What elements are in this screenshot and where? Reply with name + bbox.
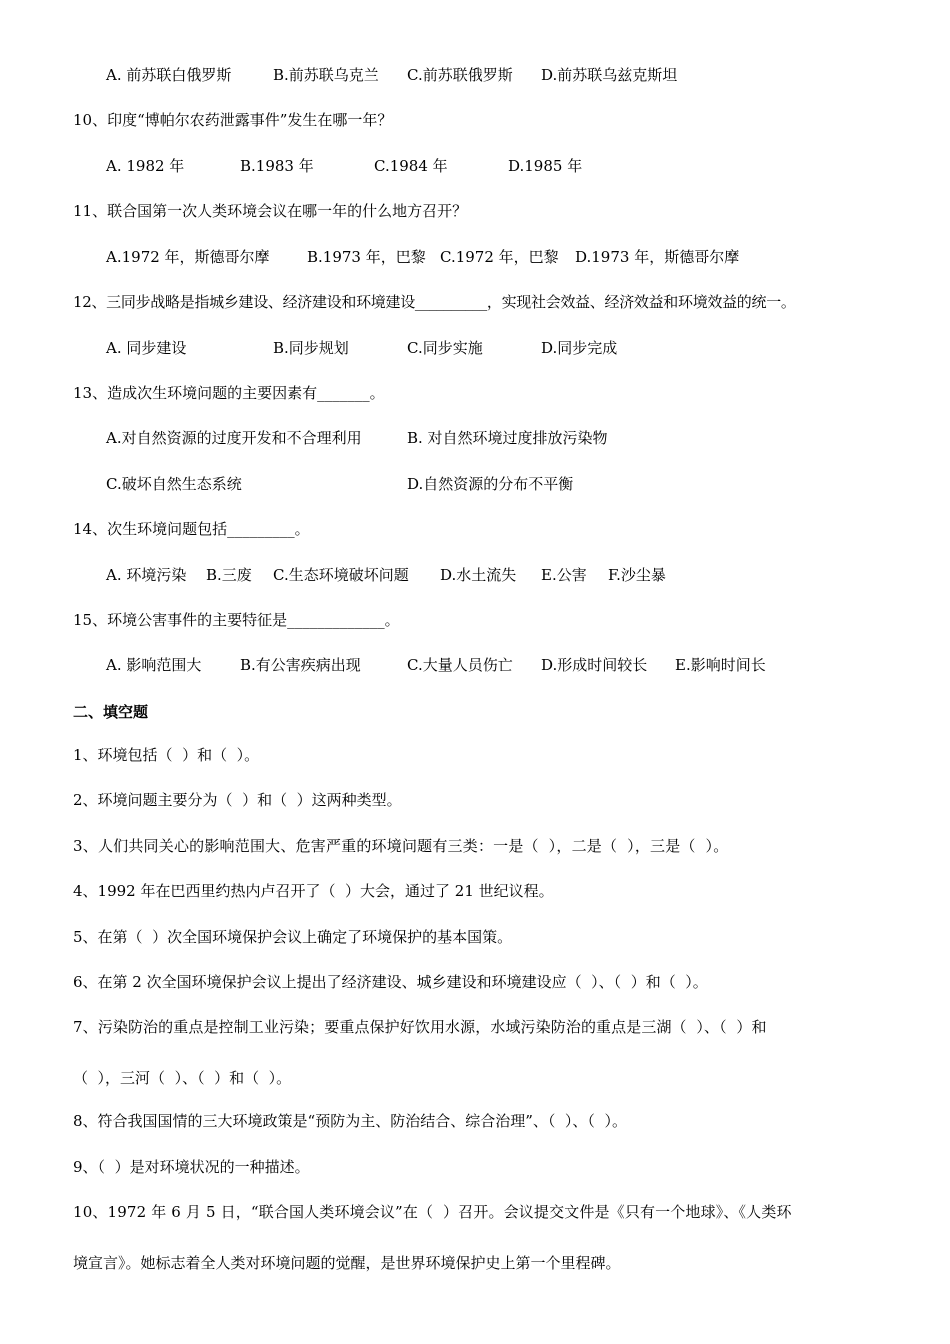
q9-option-c: C.前苏联俄罗斯 [407,66,513,84]
q12-option-b: B.同步规划 [273,339,349,357]
question-15: 15、环境公害事件的主要特征是_____________。 [73,611,400,629]
fill-question-10-line-1: 10、1972 年 6 月 5 日，“联合国人类环境会议”在（ ）召开。会议提交文件是《只有一个地球》、《人类环 [73,1203,792,1221]
section-heading-fill-blank: 二、填空题 [73,703,149,721]
q12-option-c: C.同步实施 [407,339,483,357]
q14-option-a: A. 环境污染 [106,566,187,584]
q13-option-c: C.破坏自然生态系统 [106,475,242,493]
fill-question-2: 2、环境问题主要分为（ ）和（ ）这两种类型。 [73,791,402,809]
fill-question-3: 3、人们共同关心的影响范围大、危害严重的环境问题有三类：一是（ ），二是（ ），三是（ ）。 [73,837,729,855]
question-12: 12、三同步战略是指城乡建设、经济建设和环境建设__________，实现社会效益、经济效益和环境效益的统一。 [73,293,796,311]
q14-option-b: B.三废 [206,566,252,584]
q14-option-d: D.水土流失 [440,566,517,584]
fill-question-5: 5、在第（ ）次全国环境保护会议上确定了环境保护的基本国策。 [73,928,513,946]
question-14: 14、次生环境问题包括_________。 [73,520,310,538]
fill-question-6: 6、在第 2 次全国环境保护会议上提出了经济建设、城乡建设和环境建设应（ ）、（ ）和（ ）。 [73,973,708,991]
q12-option-a: A. 同步建设 [106,339,187,357]
q11-option-c: C.1972 年，巴黎 [440,248,559,266]
q15-option-e: E.影响时间长 [675,656,766,674]
q11-option-d: D.1973 年，斯德哥尔摩 [575,248,740,266]
q14-option-e: E.公害 [541,566,587,584]
fill-question-9: 9、（ ）是对环境状况的一种描述。 [73,1158,310,1176]
q13-option-b: B. 对自然环境过度排放污染物 [407,429,608,447]
fill-question-4: 4、1992 年在巴西里约热内卢召开了（ ）大会，通过了 21 世纪议程。 [73,882,554,900]
fill-question-7-line-2: （ ），三河（ ）、（ ）和（ ）。 [73,1069,292,1087]
q14-option-f: F.沙尘暴 [608,566,666,584]
fill-question-10-line-2: 境宣言》。她标志着全人类对环境问题的觉醒，是世界环境保护史上第一个里程碑。 [73,1254,621,1272]
q10-option-c: C.1984 年 [374,157,448,175]
q9-option-d: D.前苏联乌兹克斯坦 [541,66,678,84]
q11-option-b: B.1973 年，巴黎 [307,248,426,266]
fill-question-1: 1、环境包括（ ）和（ ）。 [73,746,260,764]
q9-option-a: A. 前苏联白俄罗斯 [106,66,232,84]
fill-question-8: 8、符合我国国情的三大环境政策是“预防为主、防治结合、综合治理”、（ ）、（ ）。 [73,1112,627,1130]
q11-option-a: A.1972 年，斯德哥尔摩 [106,248,270,266]
q9-option-b: B.前苏联乌克兰 [273,66,379,84]
q10-option-b: B.1983 年 [240,157,314,175]
q15-option-d: D.形成时间较长 [541,656,648,674]
q12-option-d: D.同步完成 [541,339,618,357]
q13-option-a: A.对自然资源的过度开发和不合理利用 [106,429,362,447]
q10-option-a: A. 1982 年 [106,157,185,175]
q15-option-a: A. 影响范围大 [106,656,202,674]
q15-option-b: B.有公害疾病出现 [240,656,361,674]
q10-option-d: D.1985 年 [508,157,583,175]
q15-option-c: C.大量人员伤亡 [407,656,513,674]
q13-option-d: D.自然资源的分布不平衡 [407,475,574,493]
fill-question-7-line-1: 7、污染防治的重点是控制工业污染；要重点保护好饮用水源，水域污染防治的重点是三湖（ ）、（ ）和 [73,1018,767,1036]
question-13: 13、造成次生环境问题的主要因素有_______。 [73,384,385,402]
question-11: 11、联合国第一次人类环境会议在哪一年的什么地方召开？ [73,202,468,220]
q14-option-c: C.生态环境破坏问题 [273,566,409,584]
question-10: 10、印度“博帕尔农药泄露事件”发生在哪一年？ [73,111,393,129]
